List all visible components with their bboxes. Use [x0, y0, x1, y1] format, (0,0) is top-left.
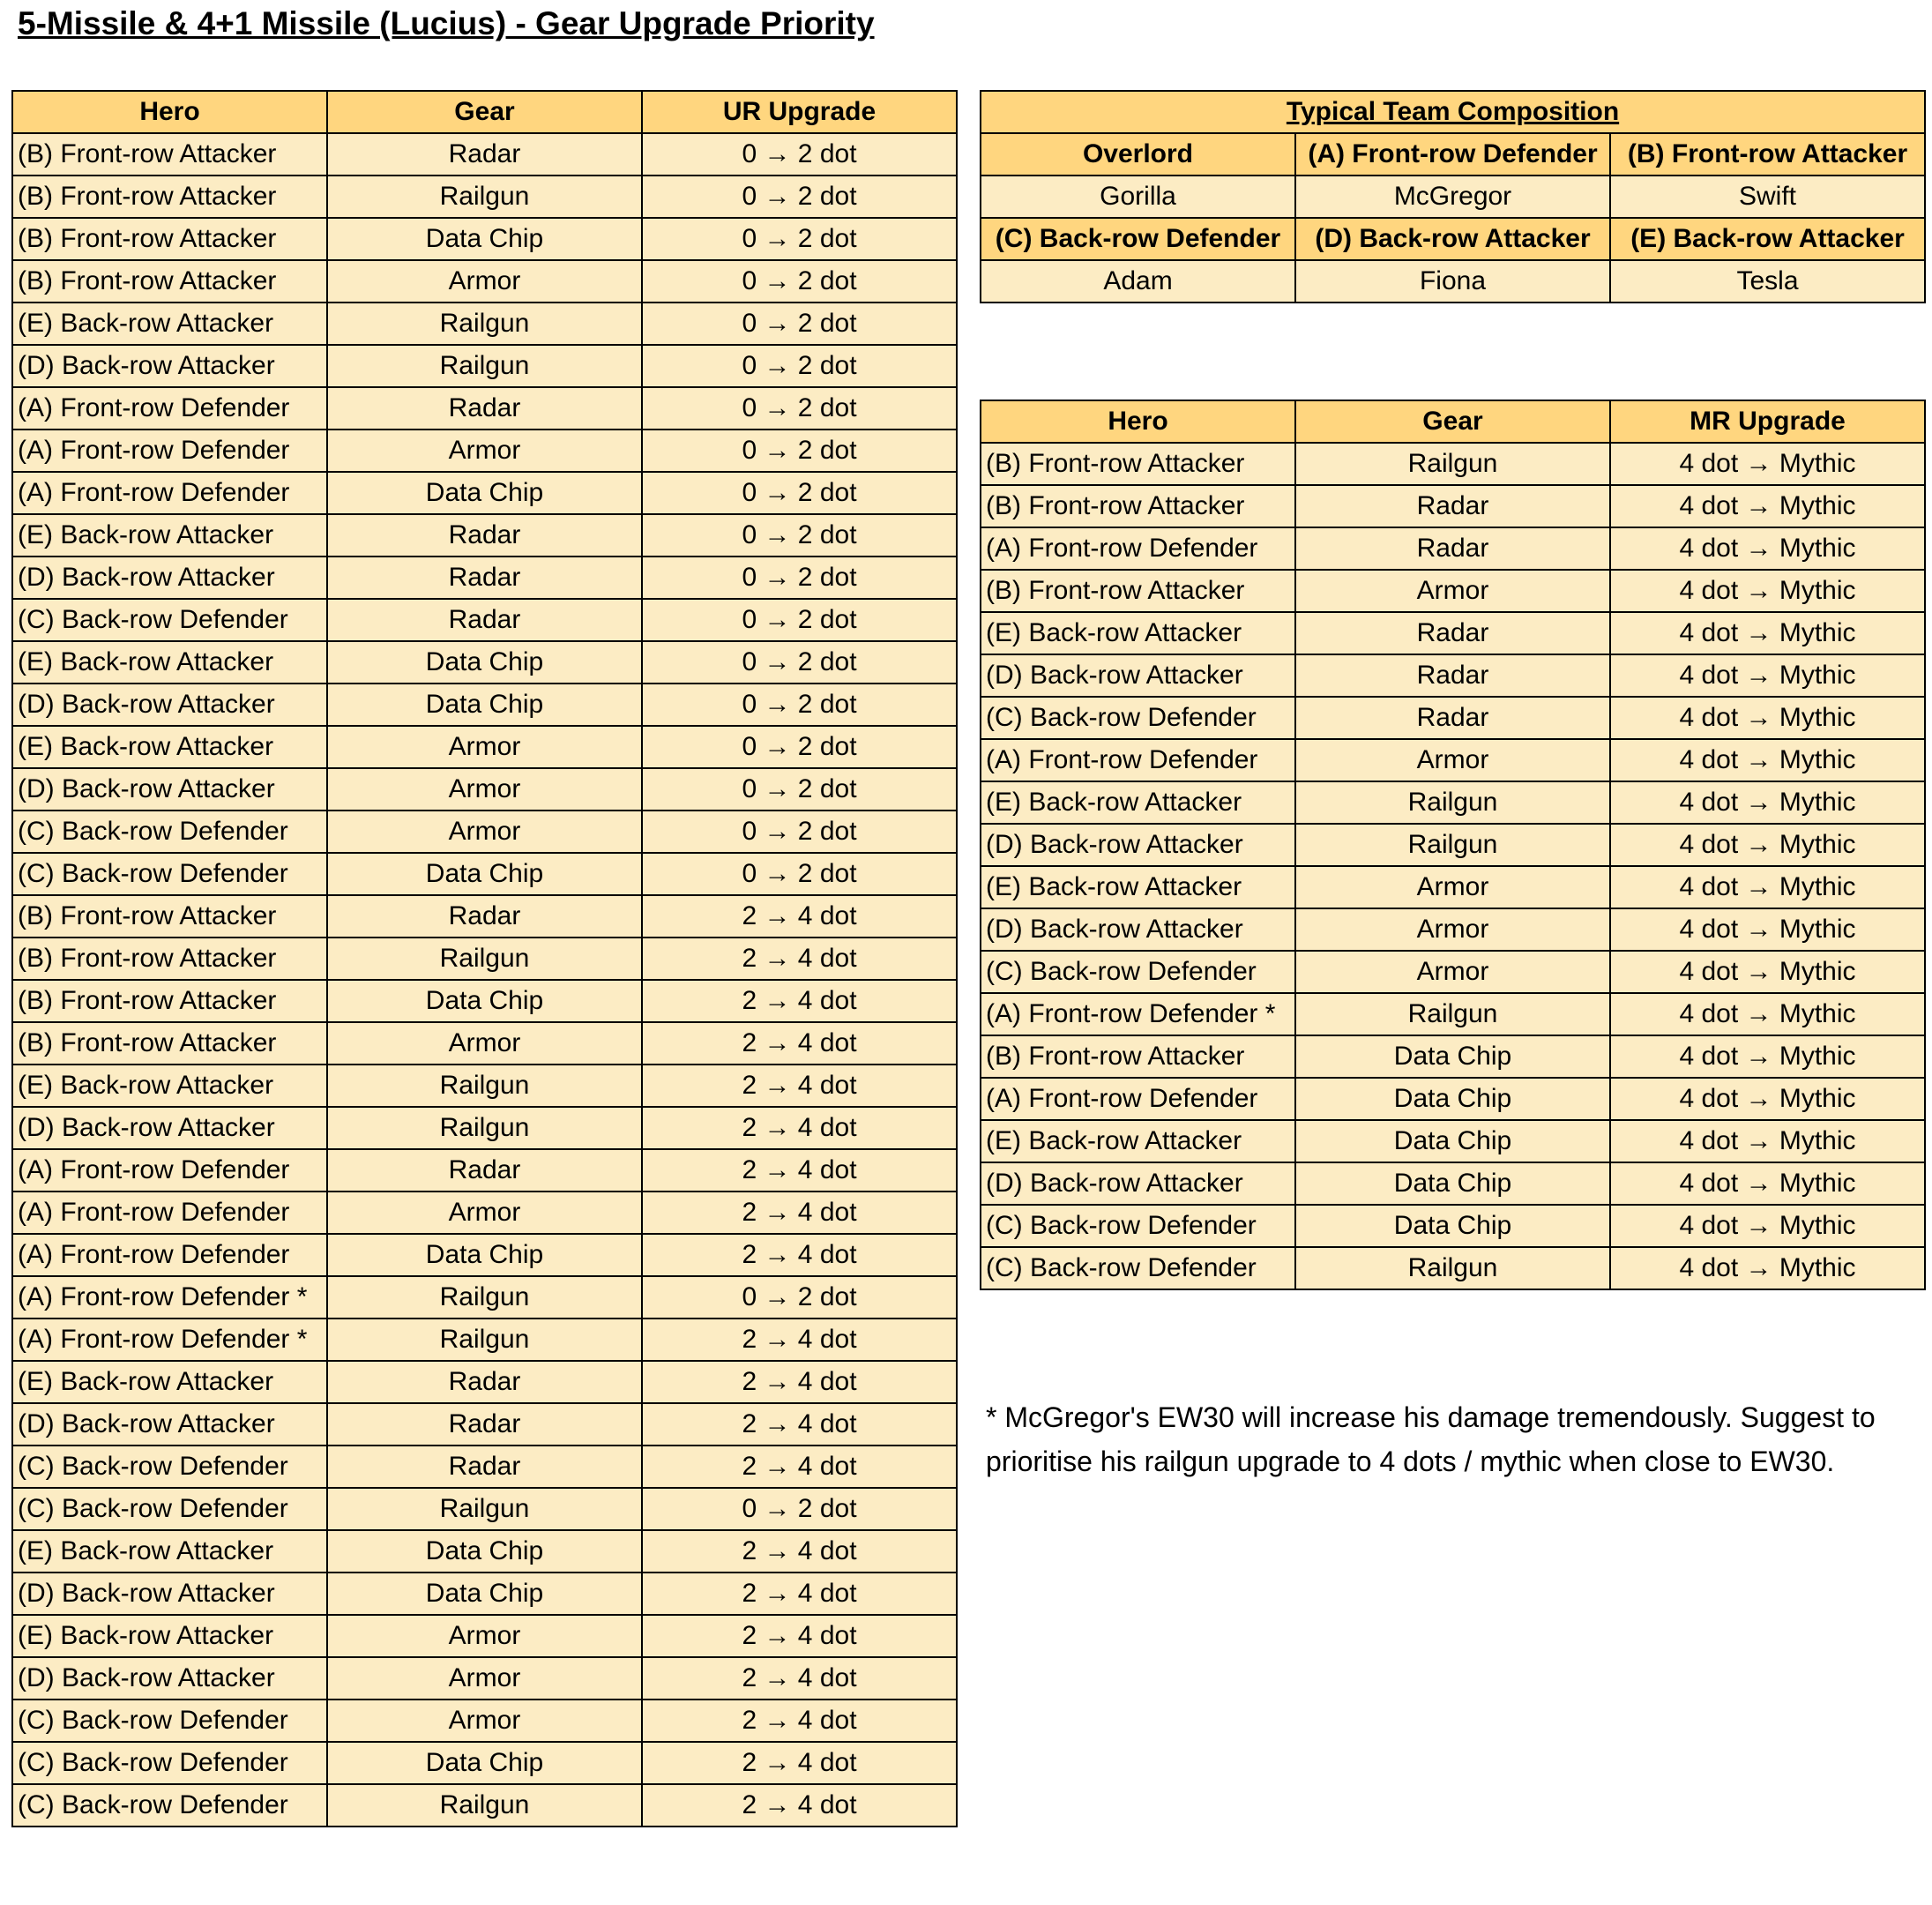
ur-cell-gear: Railgun	[327, 176, 642, 218]
ur-cell-upgrade: 2 → 4 dot	[642, 1615, 957, 1657]
ur-cell-upgrade: 2 → 4 dot	[642, 1573, 957, 1615]
mr-cell-hero: (B) Front-row Attacker	[981, 1035, 1295, 1078]
team-value-overlord: Gorilla	[981, 176, 1295, 218]
ur-cell-gear: Armor	[327, 1615, 642, 1657]
ur-cell-upgrade: 2 → 4 dot	[642, 1022, 957, 1065]
ur-table-row	[12, 1403, 957, 1446]
team-header-front-defender: (A) Front-row Defender	[1295, 133, 1610, 176]
ur-cell-upgrade: 2 → 4 dot	[642, 1361, 957, 1403]
mr-cell-hero: (B) Front-row Attacker	[981, 570, 1295, 612]
ur-table-row	[12, 1700, 957, 1742]
ur-cell-upgrade: 0 → 2 dot	[642, 218, 957, 260]
ur-table-row	[12, 1022, 957, 1065]
ur-table-row	[12, 345, 957, 387]
ur-cell-hero: (E) Back-row Attacker	[12, 726, 327, 768]
ur-cell-hero: (A) Front-row Defender	[12, 430, 327, 472]
ur-cell-gear: Armor	[327, 1700, 642, 1742]
mr-cell-gear: Railgun	[1295, 781, 1610, 824]
ur-cell-upgrade: 0 → 2 dot	[642, 641, 957, 684]
ur-cell-hero: (A) Front-row Defender *	[12, 1276, 327, 1319]
ur-cell-upgrade: 0 → 2 dot	[642, 176, 957, 218]
ur-cell-upgrade: 0 → 2 dot	[642, 345, 957, 387]
ur-table-row	[12, 599, 957, 641]
ur-cell-hero: (A) Front-row Defender	[12, 1149, 327, 1192]
mr-table-row	[981, 1120, 1925, 1162]
team-value-front-attacker: Swift	[1610, 176, 1925, 218]
ur-cell-gear: Data Chip	[327, 1742, 642, 1784]
mr-cell-hero: (D) Back-row Attacker	[981, 1162, 1295, 1205]
ur-cell-gear: Data Chip	[327, 853, 642, 895]
mr-header-hero: Hero	[981, 400, 1295, 443]
mr-cell-hero: (A) Front-row Defender	[981, 1078, 1295, 1120]
ur-cell-gear: Radar	[327, 514, 642, 557]
mr-table-row	[981, 612, 1925, 654]
team-header-back-attacker-d: (D) Back-row Attacker	[1295, 218, 1610, 260]
ur-cell-hero: (D) Back-row Attacker	[12, 768, 327, 811]
ur-cell-gear: Radar	[327, 133, 642, 176]
ur-cell-upgrade: 0 → 2 dot	[642, 260, 957, 303]
ur-cell-hero: (B) Front-row Attacker	[12, 260, 327, 303]
team-header-back-defender: (C) Back-row Defender	[981, 218, 1295, 260]
mr-cell-gear: Armor	[1295, 908, 1610, 951]
ur-cell-upgrade: 0 → 2 dot	[642, 726, 957, 768]
ur-cell-upgrade: 0 → 2 dot	[642, 1276, 957, 1319]
mr-table-row	[981, 739, 1925, 781]
ur-table-row	[12, 1065, 957, 1107]
ur-cell-hero: (D) Back-row Attacker	[12, 1657, 327, 1700]
ur-cell-upgrade: 0 → 2 dot	[642, 387, 957, 430]
ur-cell-gear: Armor	[327, 430, 642, 472]
mr-table-row	[981, 951, 1925, 993]
ur-cell-upgrade: 0 → 2 dot	[642, 514, 957, 557]
ur-table-row	[12, 1488, 957, 1530]
ur-table-row	[12, 980, 957, 1022]
ur-table-row	[12, 938, 957, 980]
mr-cell-hero: (C) Back-row Defender	[981, 1247, 1295, 1289]
ur-cell-gear: Railgun	[327, 1488, 642, 1530]
ur-cell-gear: Railgun	[327, 1065, 642, 1107]
mr-cell-upgrade: 4 dot → Mythic	[1610, 866, 1925, 908]
ur-table-row	[12, 1149, 957, 1192]
ur-table-row	[12, 768, 957, 811]
ur-cell-hero: (A) Front-row Defender	[12, 387, 327, 430]
ur-table-row	[12, 1615, 957, 1657]
ur-table-row	[12, 1446, 957, 1488]
team-composition-caption: Typical Team Composition	[981, 91, 1925, 133]
mr-cell-upgrade: 4 dot → Mythic	[1610, 824, 1925, 866]
mr-cell-hero: (A) Front-row Defender	[981, 739, 1295, 781]
ur-cell-hero: (E) Back-row Attacker	[12, 1065, 327, 1107]
ur-cell-upgrade: 0 → 2 dot	[642, 430, 957, 472]
team-header-row-2	[981, 218, 1925, 260]
mr-cell-gear: Data Chip	[1295, 1120, 1610, 1162]
mr-cell-upgrade: 4 dot → Mythic	[1610, 1035, 1925, 1078]
ur-cell-hero: (D) Back-row Attacker	[12, 1573, 327, 1615]
mr-cell-gear: Armor	[1295, 739, 1610, 781]
ur-table-row	[12, 176, 957, 218]
ur-table-row	[12, 641, 957, 684]
ur-table-row	[12, 726, 957, 768]
ur-cell-gear: Radar	[327, 1149, 642, 1192]
ur-table-body	[12, 133, 957, 1827]
ur-cell-gear: Armor	[327, 1022, 642, 1065]
ur-cell-hero: (D) Back-row Attacker	[12, 345, 327, 387]
mr-table-row	[981, 527, 1925, 570]
ur-cell-hero: (E) Back-row Attacker	[12, 1361, 327, 1403]
mr-cell-gear: Data Chip	[1295, 1205, 1610, 1247]
ur-cell-gear: Armor	[327, 811, 642, 853]
mr-cell-hero: (E) Back-row Attacker	[981, 1120, 1295, 1162]
team-value-row-2	[981, 260, 1925, 303]
ur-cell-hero: (A) Front-row Defender	[12, 1192, 327, 1234]
ur-cell-upgrade: 0 → 2 dot	[642, 303, 957, 345]
ur-cell-gear: Railgun	[327, 938, 642, 980]
mr-table-row	[981, 570, 1925, 612]
ur-header-upgrade: UR Upgrade	[642, 91, 957, 133]
mr-cell-upgrade: 4 dot → Mythic	[1610, 612, 1925, 654]
ur-table-row	[12, 1192, 957, 1234]
ur-cell-gear: Radar	[327, 1403, 642, 1446]
ur-cell-upgrade: 2 → 4 dot	[642, 1149, 957, 1192]
mr-cell-gear: Railgun	[1295, 993, 1610, 1035]
ur-table-row	[12, 853, 957, 895]
ur-cell-upgrade: 0 → 2 dot	[642, 1488, 957, 1530]
ur-header-gear: Gear	[327, 91, 642, 133]
mr-header-row	[981, 400, 1925, 443]
ur-cell-gear: Radar	[327, 895, 642, 938]
ur-cell-hero: (E) Back-row Attacker	[12, 641, 327, 684]
mr-cell-hero: (A) Front-row Defender *	[981, 993, 1295, 1035]
mr-table-row	[981, 993, 1925, 1035]
ur-table-row	[12, 811, 957, 853]
team-value-back-defender: Adam	[981, 260, 1295, 303]
ur-cell-hero: (C) Back-row Defender	[12, 1446, 327, 1488]
mr-cell-gear: Armor	[1295, 570, 1610, 612]
ur-cell-upgrade: 2 → 4 dot	[642, 1657, 957, 1700]
mr-cell-hero: (A) Front-row Defender	[981, 527, 1295, 570]
mr-cell-upgrade: 4 dot → Mythic	[1610, 739, 1925, 781]
mr-table-row	[981, 824, 1925, 866]
team-value-row-1	[981, 176, 1925, 218]
ur-header-row	[12, 91, 957, 133]
mr-cell-upgrade: 4 dot → Mythic	[1610, 1120, 1925, 1162]
team-value-back-attacker-d: Fiona	[1295, 260, 1610, 303]
ur-cell-hero: (C) Back-row Defender	[12, 1488, 327, 1530]
mr-cell-upgrade: 4 dot → Mythic	[1610, 443, 1925, 485]
mr-upgrade-table	[980, 400, 1926, 1290]
ur-table-row	[12, 1361, 957, 1403]
ur-cell-gear: Radar	[327, 1446, 642, 1488]
ur-cell-hero: (B) Front-row Attacker	[12, 1022, 327, 1065]
ur-table-row	[12, 557, 957, 599]
ur-cell-upgrade: 2 → 4 dot	[642, 1700, 957, 1742]
mr-table-row	[981, 1162, 1925, 1205]
ur-cell-gear: Radar	[327, 387, 642, 430]
mr-cell-gear: Radar	[1295, 527, 1610, 570]
ur-cell-gear: Radar	[327, 557, 642, 599]
mr-cell-upgrade: 4 dot → Mythic	[1610, 1078, 1925, 1120]
ur-cell-upgrade: 0 → 2 dot	[642, 599, 957, 641]
ur-cell-gear: Data Chip	[327, 684, 642, 726]
ur-cell-hero: (E) Back-row Attacker	[12, 514, 327, 557]
ur-cell-hero: (B) Front-row Attacker	[12, 218, 327, 260]
mr-cell-hero: (D) Back-row Attacker	[981, 908, 1295, 951]
ur-cell-upgrade: 0 → 2 dot	[642, 557, 957, 599]
mr-cell-upgrade: 4 dot → Mythic	[1610, 1247, 1925, 1289]
team-header-overlord: Overlord	[981, 133, 1295, 176]
ur-cell-hero: (E) Back-row Attacker	[12, 303, 327, 345]
mr-cell-gear: Data Chip	[1295, 1078, 1610, 1120]
ur-cell-hero: (C) Back-row Defender	[12, 853, 327, 895]
page-title: 5-Missile & 4+1 Missile (Lucius) - Gear Upgrade Priority	[18, 5, 875, 41]
ur-cell-hero: (C) Back-row Defender	[12, 599, 327, 641]
ur-cell-upgrade: 2 → 4 dot	[642, 1530, 957, 1573]
team-caption-row	[981, 91, 1925, 133]
ur-cell-upgrade: 2 → 4 dot	[642, 1742, 957, 1784]
mr-cell-upgrade: 4 dot → Mythic	[1610, 781, 1925, 824]
ur-cell-hero: (C) Back-row Defender	[12, 811, 327, 853]
ur-cell-gear: Armor	[327, 768, 642, 811]
ur-cell-hero: (C) Back-row Defender	[12, 1784, 327, 1827]
footnote: * McGregor's EW30 will increase his damage tremendously. Suggest to prioritise his railgun upgrade to 4 dots / mythic when close to EW30.	[986, 1401, 1876, 1477]
ur-cell-upgrade: 2 → 4 dot	[642, 938, 957, 980]
team-composition-table	[980, 90, 1926, 303]
mr-cell-hero: (C) Back-row Defender	[981, 1205, 1295, 1247]
mr-table-row	[981, 1078, 1925, 1120]
ur-cell-gear: Data Chip	[327, 1573, 642, 1615]
mr-cell-gear: Data Chip	[1295, 1035, 1610, 1078]
ur-cell-hero: (C) Back-row Defender	[12, 1742, 327, 1784]
mr-table-row	[981, 1205, 1925, 1247]
ur-cell-hero: (A) Front-row Defender	[12, 1234, 327, 1276]
mr-cell-upgrade: 4 dot → Mythic	[1610, 527, 1925, 570]
ur-table-row	[12, 387, 957, 430]
ur-cell-gear: Data Chip	[327, 218, 642, 260]
ur-table-row	[12, 218, 957, 260]
mr-cell-gear: Armor	[1295, 866, 1610, 908]
mr-cell-gear: Railgun	[1295, 1247, 1610, 1289]
team-value-front-defender: McGregor	[1295, 176, 1610, 218]
ur-upgrade-table	[11, 90, 958, 1827]
mr-cell-upgrade: 4 dot → Mythic	[1610, 697, 1925, 739]
ur-cell-upgrade: 2 → 4 dot	[642, 1446, 957, 1488]
mr-cell-upgrade: 4 dot → Mythic	[1610, 908, 1925, 951]
ur-cell-hero: (B) Front-row Attacker	[12, 176, 327, 218]
ur-table-row	[12, 1107, 957, 1149]
ur-table-row	[12, 1234, 957, 1276]
mr-table-row	[981, 1035, 1925, 1078]
mr-header-gear: Gear	[1295, 400, 1610, 443]
ur-cell-hero: (D) Back-row Attacker	[12, 1403, 327, 1446]
mr-cell-upgrade: 4 dot → Mythic	[1610, 1205, 1925, 1247]
ur-cell-gear: Data Chip	[327, 1530, 642, 1573]
ur-cell-gear: Data Chip	[327, 641, 642, 684]
ur-cell-hero: (A) Front-row Defender	[12, 472, 327, 514]
ur-table-row	[12, 1742, 957, 1784]
mr-cell-hero: (D) Back-row Attacker	[981, 654, 1295, 697]
mr-table-row	[981, 697, 1925, 739]
ur-cell-gear: Armor	[327, 260, 642, 303]
mr-cell-hero: (B) Front-row Attacker	[981, 443, 1295, 485]
mr-cell-upgrade: 4 dot → Mythic	[1610, 570, 1925, 612]
mr-cell-gear: Radar	[1295, 485, 1610, 527]
mr-table-row	[981, 443, 1925, 485]
ur-cell-hero: (D) Back-row Attacker	[12, 684, 327, 726]
ur-table-row	[12, 1276, 957, 1319]
ur-cell-gear: Railgun	[327, 1276, 642, 1319]
ur-cell-upgrade: 2 → 4 dot	[642, 1319, 957, 1361]
ur-cell-gear: Data Chip	[327, 472, 642, 514]
ur-cell-gear: Railgun	[327, 1319, 642, 1361]
ur-cell-upgrade: 0 → 2 dot	[642, 811, 957, 853]
ur-cell-gear: Data Chip	[327, 980, 642, 1022]
ur-cell-upgrade: 2 → 4 dot	[642, 1065, 957, 1107]
mr-table-body	[981, 443, 1925, 1289]
ur-table-row	[12, 1573, 957, 1615]
ur-cell-hero: (C) Back-row Defender	[12, 1700, 327, 1742]
mr-cell-gear: Radar	[1295, 697, 1610, 739]
mr-cell-gear: Radar	[1295, 654, 1610, 697]
mr-cell-hero: (E) Back-row Attacker	[981, 612, 1295, 654]
ur-cell-upgrade: 2 → 4 dot	[642, 895, 957, 938]
ur-cell-upgrade: 2 → 4 dot	[642, 1234, 957, 1276]
ur-cell-upgrade: 0 → 2 dot	[642, 768, 957, 811]
ur-cell-upgrade: 2 → 4 dot	[642, 1784, 957, 1827]
ur-table-row	[12, 133, 957, 176]
ur-cell-gear: Railgun	[327, 303, 642, 345]
ur-cell-upgrade: 2 → 4 dot	[642, 1403, 957, 1446]
ur-table-row	[12, 1784, 957, 1827]
mr-cell-gear: Railgun	[1295, 443, 1610, 485]
ur-table-row	[12, 1530, 957, 1573]
mr-cell-gear: Armor	[1295, 951, 1610, 993]
ur-header-hero: Hero	[12, 91, 327, 133]
ur-cell-upgrade: 0 → 2 dot	[642, 853, 957, 895]
mr-cell-upgrade: 4 dot → Mythic	[1610, 1162, 1925, 1205]
ur-cell-upgrade: 2 → 4 dot	[642, 980, 957, 1022]
mr-cell-gear: Data Chip	[1295, 1162, 1610, 1205]
ur-cell-hero: (B) Front-row Attacker	[12, 133, 327, 176]
mr-cell-upgrade: 4 dot → Mythic	[1610, 654, 1925, 697]
ur-table-row	[12, 472, 957, 514]
mr-cell-hero: (E) Back-row Attacker	[981, 781, 1295, 824]
mr-table-row	[981, 908, 1925, 951]
mr-cell-hero: (B) Front-row Attacker	[981, 485, 1295, 527]
mr-cell-upgrade: 4 dot → Mythic	[1610, 993, 1925, 1035]
team-value-back-attacker-e: Tesla	[1610, 260, 1925, 303]
mr-table-row	[981, 1247, 1925, 1289]
ur-cell-hero: (B) Front-row Attacker	[12, 938, 327, 980]
team-header-back-attacker-e: (E) Back-row Attacker	[1610, 218, 1925, 260]
ur-cell-gear: Radar	[327, 599, 642, 641]
mr-table-row	[981, 781, 1925, 824]
mr-cell-hero: (C) Back-row Defender	[981, 951, 1295, 993]
ur-table-row	[12, 303, 957, 345]
mr-cell-gear: Railgun	[1295, 824, 1610, 866]
team-header-front-attacker: (B) Front-row Attacker	[1610, 133, 1925, 176]
mr-table-row	[981, 866, 1925, 908]
ur-table-row	[12, 895, 957, 938]
mr-cell-hero: (C) Back-row Defender	[981, 697, 1295, 739]
ur-table-row	[12, 1657, 957, 1700]
ur-cell-gear: Armor	[327, 1657, 642, 1700]
ur-cell-hero: (A) Front-row Defender *	[12, 1319, 327, 1361]
mr-cell-upgrade: 4 dot → Mythic	[1610, 485, 1925, 527]
ur-cell-gear: Data Chip	[327, 1234, 642, 1276]
mr-cell-gear: Radar	[1295, 612, 1610, 654]
ur-cell-hero: (B) Front-row Attacker	[12, 895, 327, 938]
mr-header-upgrade: MR Upgrade	[1610, 400, 1925, 443]
ur-table-row	[12, 514, 957, 557]
ur-cell-gear: Railgun	[327, 1107, 642, 1149]
ur-table-row	[12, 430, 957, 472]
mr-table-row	[981, 654, 1925, 697]
mr-cell-upgrade: 4 dot → Mythic	[1610, 951, 1925, 993]
ur-table-row	[12, 684, 957, 726]
ur-cell-upgrade: 0 → 2 dot	[642, 472, 957, 514]
ur-cell-hero: (E) Back-row Attacker	[12, 1615, 327, 1657]
ur-cell-hero: (B) Front-row Attacker	[12, 980, 327, 1022]
ur-cell-upgrade: 0 → 2 dot	[642, 684, 957, 726]
ur-cell-upgrade: 0 → 2 dot	[642, 133, 957, 176]
ur-cell-hero: (D) Back-row Attacker	[12, 1107, 327, 1149]
mr-table-row	[981, 485, 1925, 527]
ur-cell-hero: (D) Back-row Attacker	[12, 557, 327, 599]
ur-cell-upgrade: 2 → 4 dot	[642, 1107, 957, 1149]
ur-cell-upgrade: 2 → 4 dot	[642, 1192, 957, 1234]
ur-table-row	[12, 260, 957, 303]
mr-cell-hero: (E) Back-row Attacker	[981, 866, 1295, 908]
ur-cell-hero: (E) Back-row Attacker	[12, 1530, 327, 1573]
ur-cell-gear: Radar	[327, 1361, 642, 1403]
team-header-row-1	[981, 133, 1925, 176]
mr-cell-hero: (D) Back-row Attacker	[981, 824, 1295, 866]
ur-cell-gear: Railgun	[327, 1784, 642, 1827]
ur-cell-gear: Armor	[327, 1192, 642, 1234]
ur-cell-gear: Railgun	[327, 345, 642, 387]
ur-cell-gear: Armor	[327, 726, 642, 768]
ur-table-row	[12, 1319, 957, 1361]
